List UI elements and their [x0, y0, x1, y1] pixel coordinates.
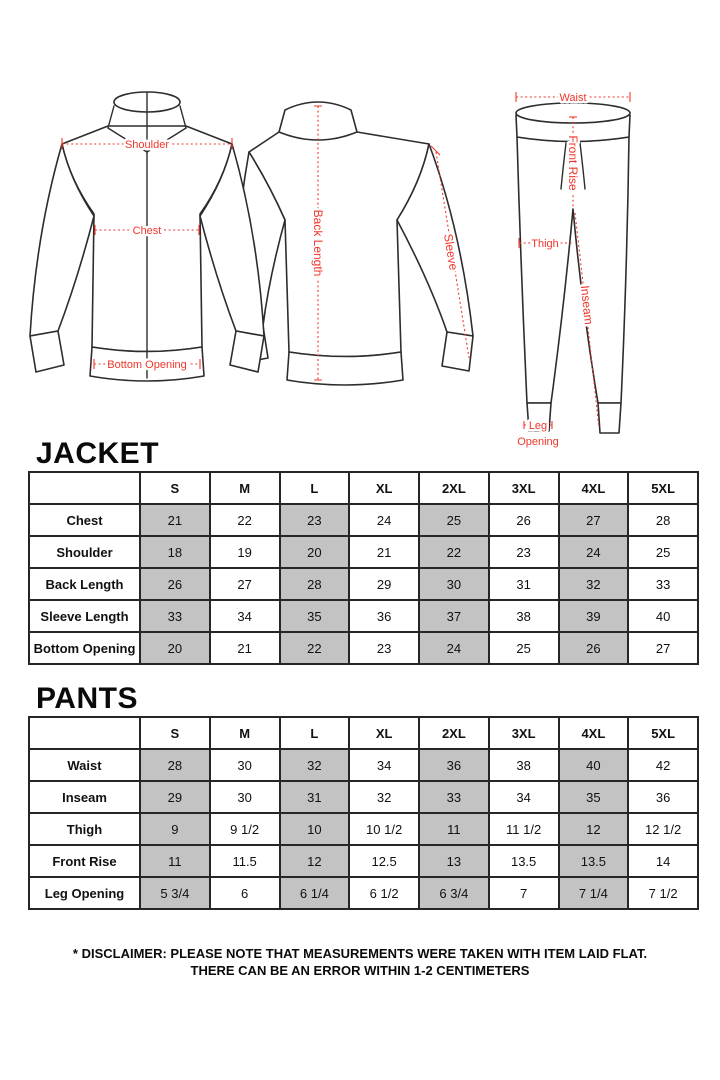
- measurement-value-cell: 25: [419, 504, 489, 536]
- measurement-row-label: Front Rise: [29, 845, 140, 877]
- measurement-value-cell: 12: [280, 845, 350, 877]
- sleeve-label: Sleeve: [441, 232, 461, 272]
- corner-spacer-cell: [29, 717, 140, 749]
- measurement-value-cell: 9: [140, 813, 210, 845]
- measurement-value-cell: 37: [419, 600, 489, 632]
- measurement-value-cell: 6 1/2: [349, 877, 419, 909]
- disclaimer-text: [0, 946, 720, 980]
- measurement-row: [29, 749, 698, 781]
- measurement-value-cell: 27: [628, 632, 698, 664]
- measurement-value-cell: 20: [280, 536, 350, 568]
- measurement-row-label: Chest: [29, 504, 140, 536]
- size-column-header: 3XL: [489, 717, 559, 749]
- measurement-value-cell: 22: [419, 536, 489, 568]
- size-header-row: [29, 717, 698, 749]
- measurement-row-label: Thigh: [29, 813, 140, 845]
- shoulder-label: Shoulder: [124, 138, 170, 151]
- measurement-value-cell: 23: [489, 536, 559, 568]
- measurement-row: [29, 568, 698, 600]
- measurement-value-cell: 32: [280, 749, 350, 781]
- size-column-header: S: [140, 717, 210, 749]
- measurement-value-cell: 39: [559, 600, 629, 632]
- measurement-row-label: Waist: [29, 749, 140, 781]
- size-column-header: 2XL: [419, 717, 489, 749]
- measurement-row-label: Leg Opening: [29, 877, 140, 909]
- jacket-front-diagram-icon: [22, 82, 272, 432]
- measurement-value-cell: 9 1/2: [210, 813, 280, 845]
- measurement-value-cell: 6: [210, 877, 280, 909]
- measurement-row: [29, 632, 698, 664]
- measurement-value-cell: 18: [140, 536, 210, 568]
- measurement-value-cell: 36: [349, 600, 419, 632]
- measurement-value-cell: 36: [628, 781, 698, 813]
- size-column-header: L: [280, 717, 350, 749]
- measurement-value-cell: 34: [210, 600, 280, 632]
- measurement-row: [29, 781, 698, 813]
- waist-label: Waist: [559, 91, 587, 104]
- measurement-value-cell: 30: [210, 749, 280, 781]
- measurement-value-cell: 29: [349, 568, 419, 600]
- measurement-value-cell: 14: [628, 845, 698, 877]
- inseam-label: Inseam: [577, 284, 596, 326]
- measurement-value-cell: 11: [419, 813, 489, 845]
- size-column-header: 4XL: [559, 472, 629, 504]
- measurement-value-cell: 12.5: [349, 845, 419, 877]
- measurement-value-cell: 23: [280, 504, 350, 536]
- measurement-value-cell: 22: [210, 504, 280, 536]
- front-rise-label: Front Rise: [565, 135, 580, 191]
- measurement-value-cell: 36: [419, 749, 489, 781]
- measurement-value-cell: 33: [419, 781, 489, 813]
- back-length-label: Back Length: [310, 209, 325, 277]
- jacket-size-table: [28, 471, 699, 665]
- measurement-value-cell: 28: [628, 504, 698, 536]
- size-column-header: 4XL: [559, 717, 629, 749]
- measurement-value-cell: 31: [280, 781, 350, 813]
- corner-spacer-cell: [29, 472, 140, 504]
- measurement-value-cell: 6 3/4: [419, 877, 489, 909]
- pants-size-table: [28, 716, 699, 910]
- size-column-header: L: [280, 472, 350, 504]
- measurement-value-cell: 5 3/4: [140, 877, 210, 909]
- measurement-diagrams: [0, 0, 720, 448]
- size-header-row: [29, 472, 698, 504]
- size-column-header: XL: [349, 472, 419, 504]
- measurement-value-cell: 40: [559, 749, 629, 781]
- measurement-value-cell: 38: [489, 749, 559, 781]
- measurement-value-cell: 38: [489, 600, 559, 632]
- measurement-value-cell: 26: [559, 632, 629, 664]
- measurement-value-cell: 23: [349, 632, 419, 664]
- size-column-header: M: [210, 472, 280, 504]
- measurement-row-label: Back Length: [29, 568, 140, 600]
- size-column-header: 5XL: [628, 717, 698, 749]
- measurement-value-cell: 6 1/4: [280, 877, 350, 909]
- measurement-value-cell: 7 1/4: [559, 877, 629, 909]
- measurement-value-cell: 13.5: [489, 845, 559, 877]
- measurement-value-cell: 12 1/2: [628, 813, 698, 845]
- jacket-section-title: JACKET: [36, 437, 160, 470]
- measurement-value-cell: 25: [628, 536, 698, 568]
- measurement-value-cell: 24: [349, 504, 419, 536]
- measurement-value-cell: 7 1/2: [628, 877, 698, 909]
- measurement-value-cell: 34: [349, 749, 419, 781]
- size-column-header: S: [140, 472, 210, 504]
- measurement-value-cell: 24: [559, 536, 629, 568]
- measurement-value-cell: 33: [140, 600, 210, 632]
- measurement-value-cell: 19: [210, 536, 280, 568]
- measurement-value-cell: 13: [419, 845, 489, 877]
- leg-opening-label-line2: Opening: [517, 435, 559, 448]
- measurement-value-cell: 27: [210, 568, 280, 600]
- measurement-value-cell: 12: [559, 813, 629, 845]
- measurement-value-cell: 21: [210, 632, 280, 664]
- measurement-value-cell: 32: [559, 568, 629, 600]
- disclaimer-line-2: THERE CAN BE AN ERROR WITHIN 1-2 CENTIMETERS: [190, 962, 530, 978]
- measurement-value-cell: 42: [628, 749, 698, 781]
- measurement-value-cell: 11.5: [210, 845, 280, 877]
- measurement-value-cell: 13.5: [559, 845, 629, 877]
- thigh-label: Thigh: [531, 237, 559, 250]
- measurement-value-cell: 7: [489, 877, 559, 909]
- measurement-row: [29, 877, 698, 909]
- measurement-row-label: Inseam: [29, 781, 140, 813]
- measurement-value-cell: 30: [210, 781, 280, 813]
- measurement-row: [29, 536, 698, 568]
- size-column-header: 3XL: [489, 472, 559, 504]
- measurement-value-cell: 30: [419, 568, 489, 600]
- measurement-row: [29, 504, 698, 536]
- measurement-row-label: Bottom Opening: [29, 632, 140, 664]
- size-column-header: M: [210, 717, 280, 749]
- measurement-value-cell: 11 1/2: [489, 813, 559, 845]
- measurement-value-cell: 24: [419, 632, 489, 664]
- chest-label: Chest: [132, 224, 162, 237]
- measurement-value-cell: 21: [349, 536, 419, 568]
- pants-section-title: PANTS: [36, 682, 138, 715]
- measurement-value-cell: 25: [489, 632, 559, 664]
- disclaimer-line-1: * DISCLAIMER: PLEASE NOTE THAT MEASUREMENTS WERE TAKEN WITH ITEM LAID FLAT.: [72, 946, 648, 961]
- measurement-row-label: Sleeve Length: [29, 600, 140, 632]
- measurement-value-cell: 33: [628, 568, 698, 600]
- measurement-value-cell: 35: [280, 600, 350, 632]
- measurement-row: [29, 845, 698, 877]
- measurement-value-cell: 20: [140, 632, 210, 664]
- measurement-row: [29, 813, 698, 845]
- measurement-value-cell: 40: [628, 600, 698, 632]
- measurement-value-cell: 10 1/2: [349, 813, 419, 845]
- size-column-header: 5XL: [628, 472, 698, 504]
- bottom-opening-label: Bottom Opening: [107, 358, 187, 371]
- measurement-value-cell: 11: [140, 845, 210, 877]
- measurement-row-label: Shoulder: [29, 536, 140, 568]
- leg-opening-label-line1: Leg: [528, 419, 548, 432]
- size-column-header: 2XL: [419, 472, 489, 504]
- measurement-row: [29, 600, 698, 632]
- measurement-value-cell: 31: [489, 568, 559, 600]
- measurement-value-cell: 29: [140, 781, 210, 813]
- measurement-value-cell: 10: [280, 813, 350, 845]
- measurement-value-cell: 28: [280, 568, 350, 600]
- measurement-value-cell: 27: [559, 504, 629, 536]
- measurement-value-cell: 32: [349, 781, 419, 813]
- measurement-value-cell: 35: [559, 781, 629, 813]
- measurement-value-cell: 22: [280, 632, 350, 664]
- size-column-header: XL: [349, 717, 419, 749]
- measurement-value-cell: 21: [140, 504, 210, 536]
- pants-diagram-icon: [500, 83, 655, 458]
- measurement-value-cell: 26: [140, 568, 210, 600]
- measurement-value-cell: 34: [489, 781, 559, 813]
- measurement-value-cell: 26: [489, 504, 559, 536]
- measurement-value-cell: 28: [140, 749, 210, 781]
